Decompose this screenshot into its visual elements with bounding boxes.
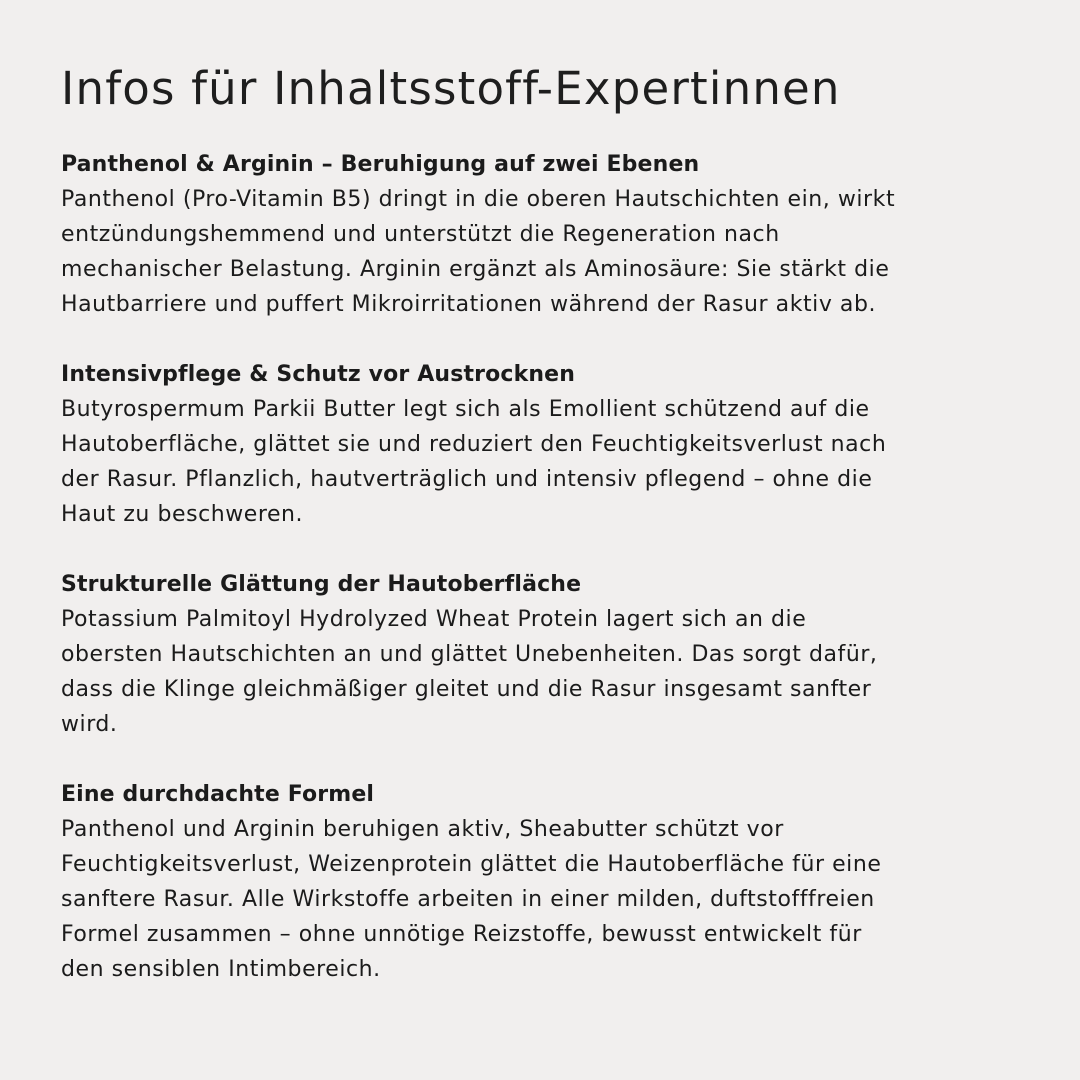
body-line: sanftere Rasur. Alle Wirkstoffe arbeiten in einer milden, duftstofffreien	[61, 887, 875, 912]
body-line: Panthenol (Pro-Vitamin B5) dringt in die oberen Hautschichten ein, wirkt	[61, 187, 896, 212]
body-line: obersten Hautschichten an und glättet Unebenheiten. Das sorgt dafür,	[61, 642, 878, 667]
section-glaettung	[61, 567, 877, 742]
body-line: Feuchtigkeitsverlust, Weizenprotein glättet die Hautoberfläche für eine	[61, 852, 882, 877]
section-heading: Eine durchdachte Formel	[61, 782, 375, 807]
body-line: Haut zu beschweren.	[61, 502, 304, 527]
body-line: Potassium Palmitoyl Hydrolyzed Wheat Protein lagert sich an die	[61, 607, 807, 632]
section-panthenol-arginin	[61, 147, 895, 322]
section-heading: Intensivpflege & Schutz vor Austrocknen	[61, 362, 576, 387]
body-line: mechanischer Belastung. Arginin ergänzt als Aminosäure: Sie stärkt die	[61, 257, 890, 282]
page-title: Infos für Inhaltsstoff-Expertinnen	[61, 62, 841, 115]
ingredient-info-page	[61, 58, 1061, 982]
section-heading: Panthenol & Arginin – Beruhigung auf zwei Ebenen	[61, 152, 700, 177]
body-line: Panthenol und Arginin beruhigen aktiv, Sheabutter schützt vor	[61, 817, 784, 842]
body-line: den sensiblen Intimbereich.	[61, 957, 381, 982]
body-line: Butyrospermum Parkii Butter legt sich als Emollient schützend auf die	[61, 397, 870, 422]
section-formel	[61, 777, 881, 987]
body-line: Hautbarriere und puffert Mikroirritationen während der Rasur aktiv ab.	[61, 292, 877, 317]
section-intensivpflege	[61, 357, 886, 532]
body-line: wird.	[61, 712, 118, 737]
body-line: Formel zusammen – ohne unnötige Reizstoffe, bewusst entwickelt für	[61, 922, 862, 947]
body-line: der Rasur. Pflanzlich, hautverträglich und intensiv pflegend – ohne die	[61, 467, 873, 492]
section-heading: Strukturelle Glättung der Hautoberfläche	[61, 572, 582, 597]
body-line: Hautoberfläche, glättet sie und reduziert den Feuchtigkeitsverlust nach	[61, 432, 887, 457]
body-line: entzündungshemmend und unterstützt die Regeneration nach	[61, 222, 780, 247]
body-line: dass die Klinge gleichmäßiger gleitet und die Rasur insgesamt sanfter	[61, 677, 872, 702]
